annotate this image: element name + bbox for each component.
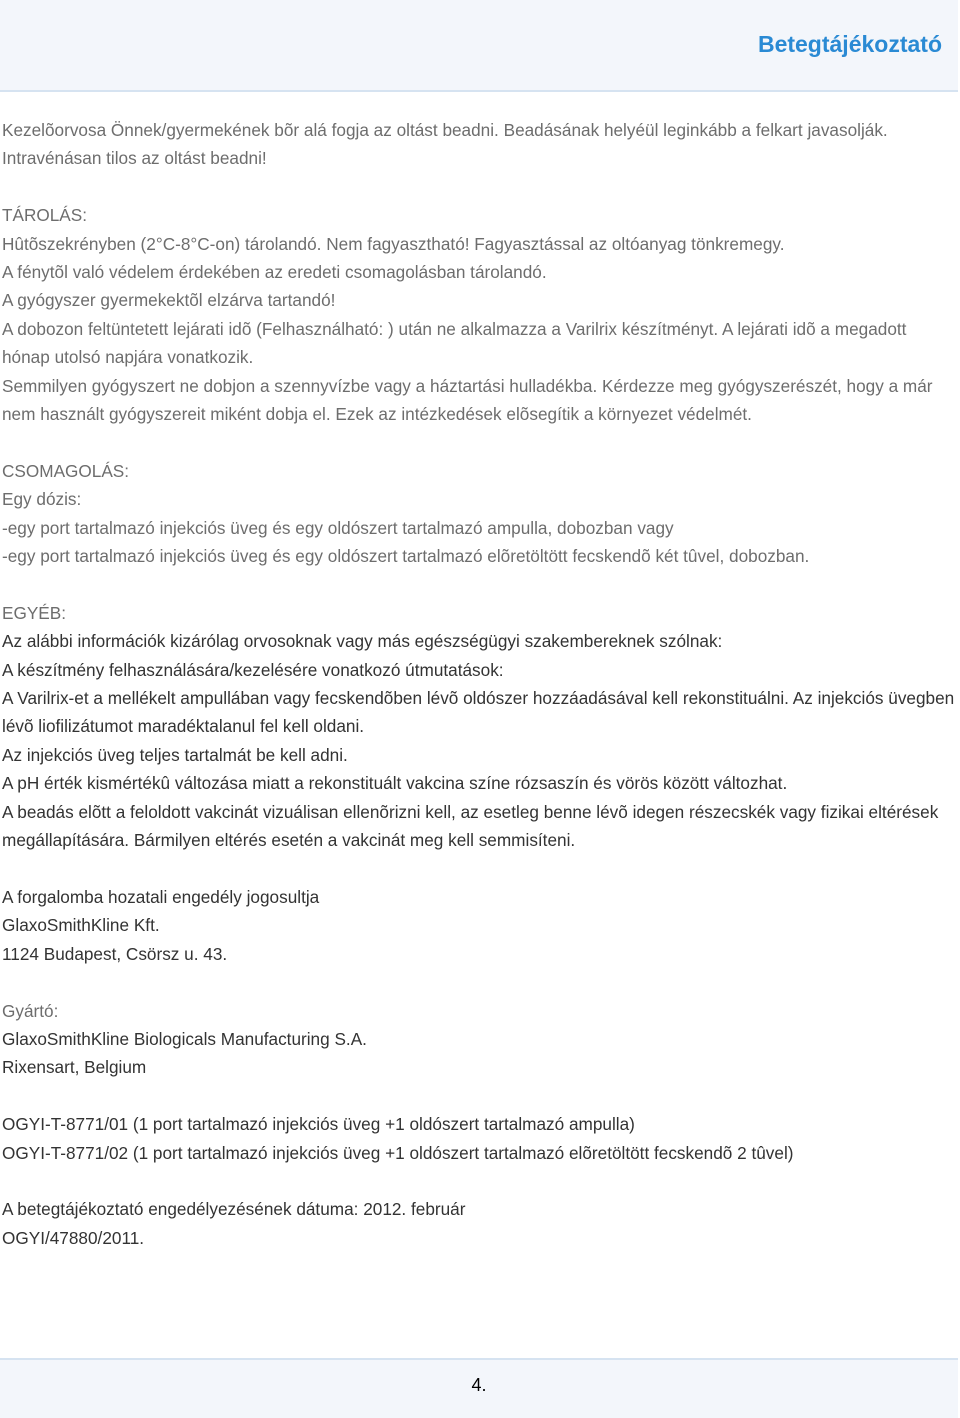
storage-line: A dobozon feltüntetett lejárati idõ (Felhasználható: ) után ne alkalmazza a Varilrix készítményt. A lejárati idõ a megadott hónap utolsó napjára vonatkozik. bbox=[2, 318, 907, 368]
other-line: Az injekciós üveg teljes tartalmát be kell adni. bbox=[2, 744, 348, 765]
administration-line: Intravénásan tilos az oltást beadni! bbox=[2, 148, 267, 169]
page-footer bbox=[0, 1358, 958, 1418]
registration-number: OGYI-T-8771/02 (1 port tartalmazó injekciós üveg +1 oldószert tartalmazó elõretöltött fecskendõ 2 tûvel) bbox=[2, 1142, 794, 1163]
manufacturer-line: Gyártó: bbox=[2, 1000, 59, 1021]
approval-reference: OGYI/47880/2011. bbox=[2, 1227, 145, 1248]
packaging-line: -egy port tartalmazó injekciós üveg és egy oldószert tartalmazó ampulla, dobozban vagy bbox=[2, 517, 674, 538]
mah-line: GlaxoSmithKline Kft. bbox=[2, 915, 160, 936]
manufacturer-line: GlaxoSmithKline Biologicals Manufacturing S.A. bbox=[2, 1028, 367, 1049]
page-number: 4. bbox=[471, 1375, 487, 1395]
manufacturer-line: Rixensart, Belgium bbox=[2, 1057, 147, 1078]
mah-line: 1124 Budapest, Csörsz u. 43. bbox=[2, 943, 228, 964]
packaging-line: -egy port tartalmazó injekciós üveg és egy oldószert tartalmazó elõretöltött fecskendõ két tûvel, dobozban. bbox=[2, 546, 810, 567]
registration-number: OGYI-T-8771/01 (1 port tartalmazó injekciós üveg +1 oldószert tartalmazó ampulla) bbox=[2, 1114, 635, 1135]
other-line: A beadás elõtt a feloldott vakcinát vizuálisan ellenõrizni kell, az esetleg benne lévõ idegen részecskék vagy fizikai eltérések megállapítására. Bármilyen eltérés esetén a vakcinát meg kell semmisíteni. bbox=[2, 801, 939, 851]
other-line: A Varilrix-et a mellékelt ampullában vagy fecskendõben lévõ oldószer hozzáadásával kell rekonstituálni. Az injekciós üvegben lévõ liofilizátumot maradéktalanul fel kell oldani. bbox=[2, 688, 955, 737]
page-header bbox=[0, 0, 958, 92]
storage-line: Semmilyen gyógyszert ne dobjon a szennyvízbe vagy a háztartási hulladékba. Kérdezze meg gyógyszerészét, hogy a már nem használt gyógyszereit miként dobja el. Ezek az intézkedések elõsegítik a környezet védelmét. bbox=[2, 375, 933, 425]
other-line: A pH érték kismértékû változása miatt a rekonstituált vakcina színe rózsaszín és vörös között változhat. bbox=[2, 773, 788, 794]
storage-line: A gyógyszer gyermekektõl elzárva tartandó! bbox=[2, 290, 336, 311]
packaging-line: Egy dózis: bbox=[2, 489, 82, 510]
mah-line: A forgalomba hozatali engedély jogosultja bbox=[2, 886, 320, 907]
other-line: Az alábbi információk kizárólag orvosoknak vagy más egészségügyi szakembereknek szólnak: bbox=[2, 631, 723, 652]
storage-heading: TÁROLÁS: bbox=[2, 205, 88, 226]
other-line: A készítmény felhasználására/kezelésére vonatkozó útmutatások: bbox=[2, 659, 504, 680]
document-title: Betegtájékoztató bbox=[757, 31, 942, 57]
storage-line: A fénytõl való védelem érdekében az eredeti csomagolásban tárolandó. bbox=[2, 262, 547, 283]
storage-line: Hûtõszekrényben (2°C-8°C-on) tárolandó. Nem fagyasztható! Fagyasztással az oltóanyag tönkremegy. bbox=[2, 233, 785, 254]
administration-line: Kezelõorvosa Önnek/gyermekének bõr alá fogja az oltást beadni. Beadásának helyéül leginkább a felkart javasolják. bbox=[2, 120, 888, 140]
other-heading: EGYÉB: bbox=[2, 602, 66, 623]
packaging-heading: CSOMAGOLÁS: bbox=[2, 460, 130, 481]
approval-date: A betegtájékoztató engedélyezésének dátuma: 2012. február bbox=[2, 1199, 466, 1220]
document-body bbox=[2, 116, 958, 1252]
